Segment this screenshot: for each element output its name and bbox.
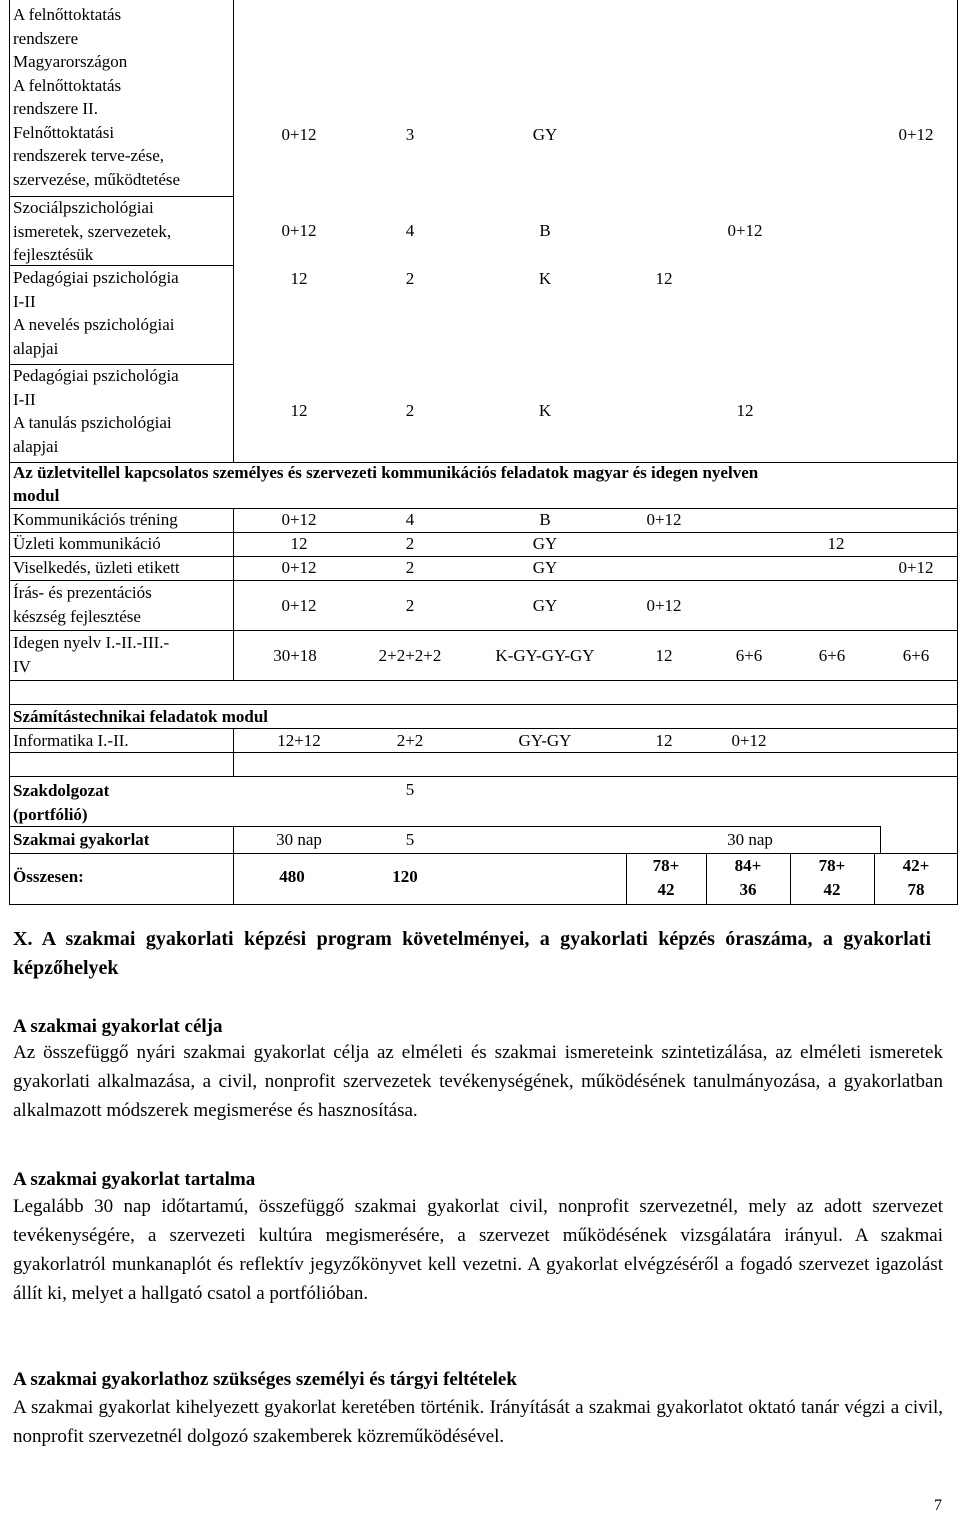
- credits-cell: 4: [405, 221, 415, 240]
- semester-cell: 12: [827, 534, 845, 553]
- module-title-cont: modul: [13, 486, 60, 505]
- hours-cell: 12+12: [277, 731, 321, 750]
- section-heading: X. A szakmai gyakorlati képzési program követelményei, a gyakorlati képzés óraszáma, a gyakorlati képzőhelyek: [13, 928, 931, 979]
- semester-cell: 12: [736, 401, 754, 420]
- exam-type-cell: K-GY-GY-GY: [495, 646, 595, 665]
- credits-cell: 5: [405, 830, 415, 849]
- goal-title: A szakmai gyakorlat célja: [13, 1016, 223, 1037]
- exam-type-cell: GY: [532, 534, 558, 553]
- semester-cell: 12: [655, 731, 673, 750]
- exam-type-cell: GY: [532, 596, 558, 615]
- hours-cell: 12: [290, 534, 308, 553]
- total-hours: 480: [279, 867, 305, 886]
- semester-cell: 0+12: [646, 596, 682, 615]
- page-number: 7: [934, 1497, 942, 1514]
- row-label: Kommunikációs tréning: [13, 510, 178, 529]
- content-text: Legalább 30 nap időtartamú, összefüggő szakmai gyakorlat civil, nonprofit szervezetnél, mely az adott szervezet tevékenységére, a szervezeti kultúra megismerésére, a szervezet működésének vizsgálatára irányul. A szakmai gyakorlatról munkanaplót és reflektív jegyzőkönyvet kell vezetni. A gyakorlat elvégzéséről a fogadó szervezet igazolást állít ki, melyet a hallgató csatol a portfólióban.: [13, 1196, 943, 1304]
- exam-type-cell: GY-GY: [518, 731, 572, 750]
- total-credits: 120: [392, 867, 418, 886]
- credits-cell: 3: [405, 125, 415, 144]
- exam-type-cell: K: [538, 269, 552, 288]
- row-label: Idegen nyelv I.-II.-III.- IV: [13, 633, 170, 676]
- total-semester: 84+ 36: [734, 856, 762, 899]
- hours-cell: 30+18: [273, 646, 317, 665]
- row-label: A felnőttoktatás rendszere Magyarországon A felnőttoktatás rendszere II. Felnőttoktatási rendszerek terve-zése, szervezése, működtetése: [13, 5, 181, 189]
- credits-cell: 2+2: [396, 731, 424, 750]
- semester-cell: 6+6: [818, 646, 846, 665]
- semester-cell: 0+12: [646, 510, 682, 529]
- requirements-text: A szakmai gyakorlat kihelyezett gyakorlat keretében történik. Irányítását a szakmai gyakorlatot oktató tanár végzi a civil, nonprofit szervezetnél dolgozó szakemberek közreműködésével.: [13, 1397, 943, 1447]
- hours-cell: 0+12: [281, 558, 317, 577]
- semester-cell: 0+12: [727, 221, 763, 240]
- exam-type-cell: B: [539, 221, 551, 240]
- hours-cell: 0+12: [281, 221, 317, 240]
- total-semester: 78+ 42: [818, 856, 846, 899]
- credits-cell: 2: [405, 558, 415, 577]
- credits-cell: 5: [405, 780, 415, 799]
- semester-cell: 30 nap: [727, 830, 773, 849]
- exam-type-cell: K: [538, 401, 552, 420]
- hours-cell: 12: [290, 269, 308, 288]
- semester-cell: 0+12: [731, 731, 767, 750]
- hours-cell: 0+12: [281, 125, 317, 144]
- credits-cell: 2+2+2+2: [378, 646, 442, 665]
- semester-cell: 12: [655, 269, 673, 288]
- row-label: Informatika I.-II.: [13, 731, 129, 750]
- row-label: Szociálpszichológiai ismeretek, szervezetek, fejlesztésük: [13, 198, 172, 264]
- semester-cell: 0+12: [898, 125, 934, 144]
- module-title: Számítástechnikai feladatok modul: [13, 707, 269, 726]
- requirements-title: A szakmai gyakorlathoz szükséges személyi és tárgyi feltételek: [13, 1369, 517, 1390]
- hours-cell: 0+12: [281, 596, 317, 615]
- exam-type-cell: GY: [532, 125, 558, 144]
- total-semester: 42+ 78: [902, 856, 930, 899]
- practice-label: Szakmai gyakorlat: [13, 830, 150, 849]
- module-title: Az üzletvitellel kapcsolatos személyes és szervezeti kommunikációs feladatok magyar és idegen nyelven: [13, 463, 759, 482]
- thesis-label: Szakdolgozat (portfólió): [13, 781, 110, 824]
- semester-cell: 0+12: [898, 558, 934, 577]
- semester-cell: 6+6: [902, 646, 930, 665]
- credits-cell: 2: [405, 269, 415, 288]
- row-label: Üzleti kommunikáció: [13, 534, 161, 553]
- credits-cell: 2: [405, 401, 415, 420]
- hours-cell: 0+12: [281, 510, 317, 529]
- total-semester: 78+ 42: [652, 856, 680, 899]
- goal-text: Az összefüggő nyári szakmai gyakorlat célja az elméleti és szakmai ismereteink szintetizálása, az elméleti ismeretek gyakorlati alkalmazása, a civil, nonprofit szervezetek tevékenységének, működésének tanulmányozása, a gyakorlatban alkalmazott módszerek megismerése és hasznosítása.: [13, 1042, 943, 1121]
- credits-cell: 2: [405, 534, 415, 553]
- row-label: Írás- és prezentációs készség fejlesztése: [13, 583, 152, 626]
- total-label: Összesen:: [13, 867, 84, 886]
- credits-cell: 4: [405, 510, 415, 529]
- row-label: Pedagógiai pszichológia I-II A tanulás pszichológiai alapjai: [13, 366, 179, 456]
- content-title: A szakmai gyakorlat tartalma: [13, 1169, 256, 1190]
- row-label: Pedagógiai pszichológia I-II A nevelés pszichológiai alapjai: [13, 268, 179, 358]
- hours-cell: 12: [290, 401, 308, 420]
- semester-cell: 12: [655, 646, 673, 665]
- credits-cell: 2: [405, 596, 415, 615]
- exam-type-cell: GY: [532, 558, 558, 577]
- row-label: Viselkedés, üzleti etikett: [13, 558, 180, 577]
- exam-type-cell: B: [539, 510, 551, 529]
- hours-cell: 30 nap: [276, 830, 322, 849]
- semester-cell: 6+6: [735, 646, 763, 665]
